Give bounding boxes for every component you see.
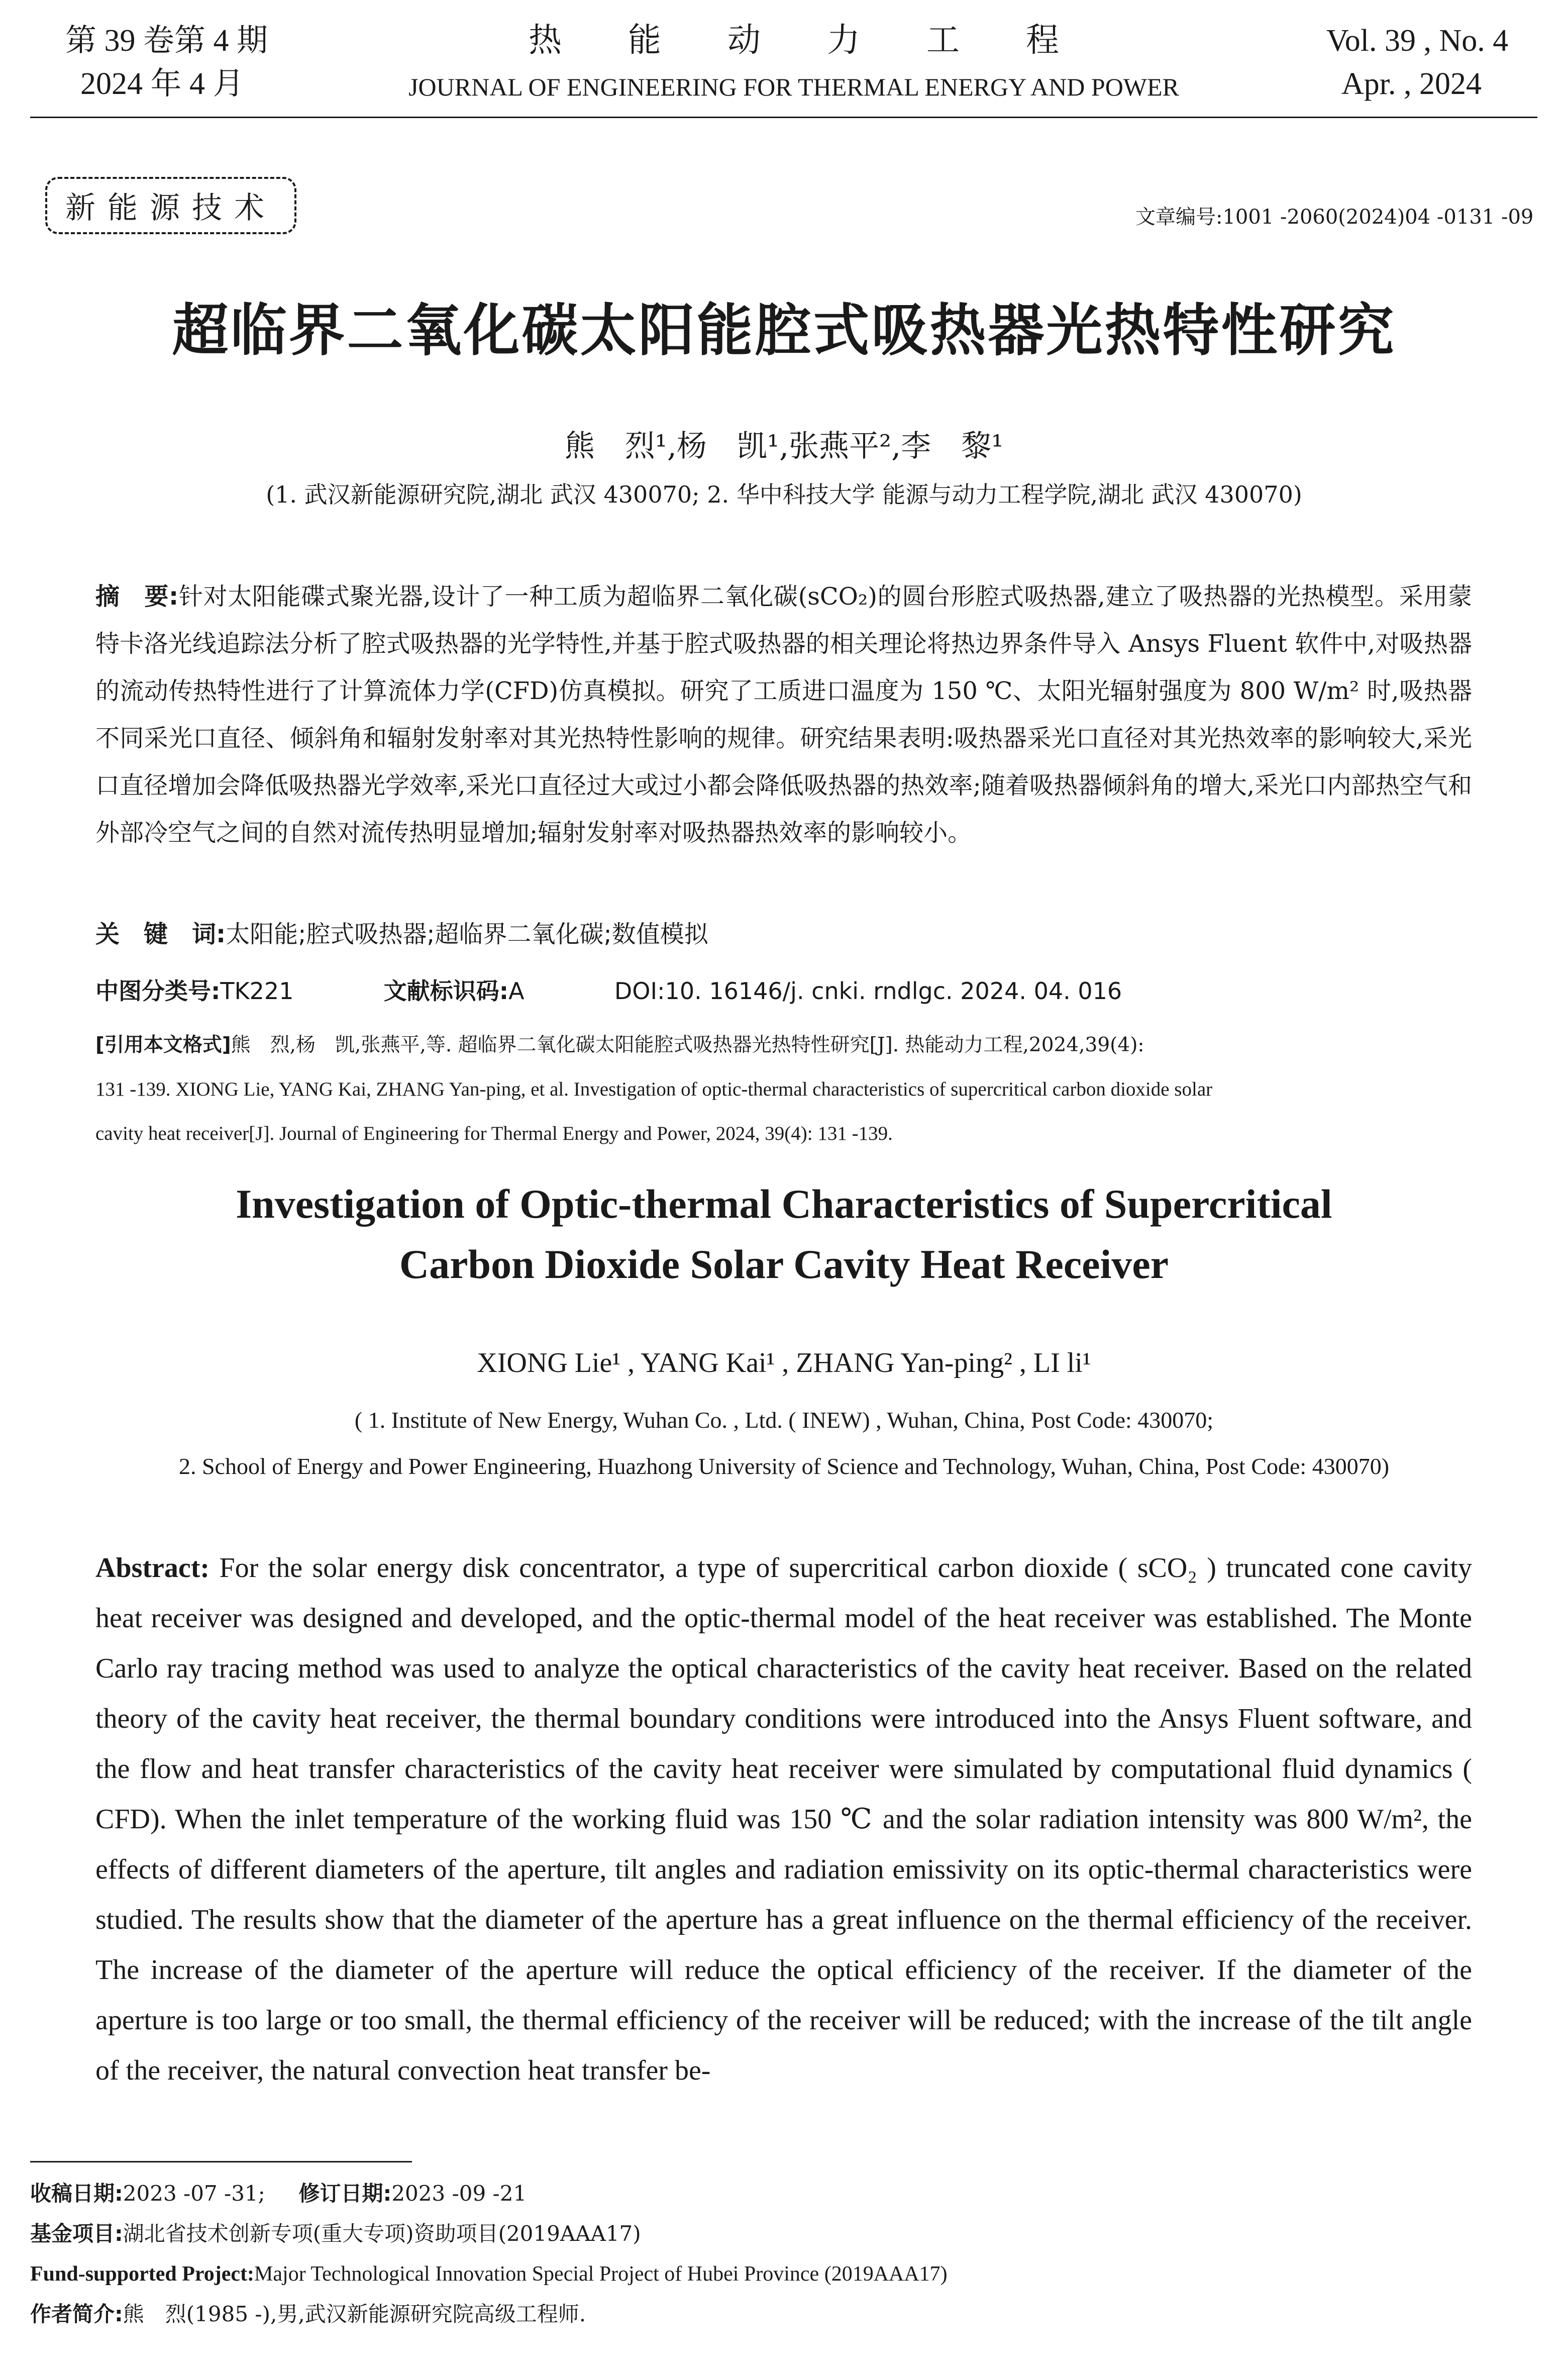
footnotes: [30, 2177, 1537, 2331]
journal-name-en: JOURNAL OF ENGINEERING FOR THERMAL ENERGY AND POWER: [408, 73, 1179, 101]
affiliation-en-line-1: ( 1. Institute of New Energy, Wuhan Co. , Ltd. ( INEW) , Wuhan, China, Post Code: 430070;: [354, 1407, 1214, 1433]
footnote-rule: [30, 2161, 412, 2162]
citation-line-1: 熊 烈,杨 凯,张燕平,等. 超临界二氧化碳太阳能腔式吸热器光热特性研究[J]. 热能动力工程,2024,39(4):: [231, 1034, 1144, 1056]
section-label: 新能源技术: [45, 177, 296, 234]
citation-line-3: cavity heat receiver[J]. Journal of Engineering for Thermal Energy and Power, 2024, 39(4): 131 -139.: [95, 1123, 893, 1144]
citation-line-2: 131 -139. XIONG Lie, YANG Kai, ZHANG Yan-ping, et al. Investigation of optic-thermal characteristics of supercritical carbon dioxide solar: [95, 1078, 1213, 1100]
received-date: 2023 -07 -31;: [123, 2181, 265, 2206]
received-label: 收稿日期:: [30, 2181, 123, 2206]
revised-date: 2023 -09 -21: [391, 2181, 527, 2206]
abstract-en: [95, 1543, 1472, 2096]
doc-code: A: [508, 977, 525, 1005]
authors-en: XIONG Lie¹ , YANG Kai¹ , ZHANG Yan-ping² , LI li¹: [477, 1347, 1091, 1379]
affiliation-en: [0, 1397, 1568, 1490]
issue-date-cn: 2024 年 4 月: [80, 67, 244, 101]
doi: DOI:10. 16146/j. cnki. rndlgc. 2024. 04. 016: [614, 977, 1122, 1005]
fund-en-label: Fund-supported Project:: [30, 2262, 255, 2286]
author-bio: 熊 烈(1985 -),男,武汉新能源研究院高级工程师.: [123, 2302, 586, 2326]
abstract-cn-text: 针对太阳能碟式聚光器,设计了一种工质为超临界二氧化碳(sCO₂)的圆台形腔式吸热器,建立了吸热器的光热模型。采用蒙特卡洛光线追踪法分析了腔式吸热器的光学特性,并基于腔式吸热器的相关理论将热边界条件导入 Ansys Fluent 软件中,对吸热器的流动传热特性进行了计算流体力学(CFD)仿真模拟。研究了工质进口温度为 150 ℃、太阳光辐射强度为 800 W/m² 时,吸热器不同采光口直径、倾斜角和辐射发射率对其光热特性影响的规律。研究结果表明:吸热器采光口直径对其光热效率的影响较大,采光口直径增加会降低吸热器光学效率,采光口直径过大或过小都会降低吸热器的热效率;随着吸热器倾斜角的增大,采光口内部热空气和外部冷空气之间的自然对流传热明显增加;辐射发射率对吸热器热效率的影响较小。: [95, 582, 1472, 847]
fund-cn-label: 基金项目:: [30, 2221, 123, 2246]
abstract-en-label: Abstract:: [95, 1552, 210, 1584]
classification-row: [95, 971, 1122, 1011]
authors-cn: 熊 烈¹,杨 凯¹,张燕平²,李 黎¹: [564, 429, 1004, 464]
citation-block: [95, 1023, 1482, 1156]
volume-en: Vol. 39 , No. 4: [1326, 24, 1509, 58]
abstract-en-text: For the solar energy disk concentrator, a type of supercritical carbon dioxide ( sCO₂ ) truncated cone cavity heat receiver was designed and developed, and the optic-thermal model of the heat receiver was established. The Monte Carlo ray tracing method was used to analyze the optical characteristics of the cavity heat receiver. Based on the related theory of the cavity heat receiver, the thermal boundary conditions were introduced into the Ansys Fluent software, and the flow and heat transfer characteristics of the cavity heat receiver were simulated by computational fluid dynamics ( CFD). When the inlet temperature of the working fluid was 150 ℃ and the solar radiation intensity was 800 W/m², the effects of different diameters of the aperture, tilt angles and radiation emissivity on its optic-thermal characteristics were studied. The results show that the diameter of the aperture has a great influence on the thermal efficiency of the receiver. The increase of the diameter of the aperture will reduce the optical efficiency of the receiver. If the diameter of the aperture is too large or too small, the thermal efficiency of the receiver will be reduced; with the increase of the tilt angle of the receiver, the natural convection heat transfer be-: [95, 1552, 1472, 2086]
affiliation-cn: (1. 武汉新能源研究院,湖北 武汉 430070; 2. 华中科技大学 能源与动力工程学院,湖北 武汉 430070): [266, 481, 1302, 508]
doc-code-label: 文献标识码:: [383, 977, 509, 1005]
keywords-cn: [95, 911, 1472, 958]
affiliation-en-line-2: 2. School of Energy and Power Engineering, Huazhong University of Science and Technology, Wuhan, China, Post Code: 430070): [178, 1453, 1390, 1479]
issue-date-en: Apr. , 2024: [1341, 67, 1482, 101]
header-rule: [30, 117, 1537, 118]
title-cn: 超临界二氧化碳太阳能腔式吸热器光热特性研究: [172, 298, 1396, 363]
fund-cn: 湖北省技术创新专项(重大专项)资助项目(2019AAA17): [123, 2221, 641, 2246]
citation-label: [引用本文格式]: [95, 1034, 231, 1056]
keywords-cn-label: 关 键 词:: [95, 920, 226, 948]
title-en-line-2: Carbon Dioxide Solar Cavity Heat Receiver: [399, 1241, 1169, 1287]
title-en-line-1: Investigation of Optic-thermal Characteristics of Supercritical: [236, 1181, 1332, 1227]
journal-name-cn: 热 能 动 力 工 程: [529, 22, 1059, 59]
author-bio-label: 作者简介:: [30, 2302, 123, 2326]
keywords-cn-text: 太阳能;腔式吸热器;超临界二氧化碳;数值模拟: [226, 920, 708, 948]
issue-number-cn: 第 39 卷第 4 期: [65, 24, 268, 58]
clc-label: 中图分类号:: [95, 977, 221, 1005]
abstract-cn-label: 摘 要:: [95, 582, 179, 611]
fund-en: Major Technological Innovation Special Project of Hubei Province (2019AAA17): [254, 2262, 948, 2286]
revised-label: 修订日期:: [298, 2181, 392, 2206]
abstract-cn: [95, 573, 1472, 856]
article-number: 文章编号:1001 -2060(2024)04 -0131 -09: [1135, 206, 1534, 229]
clc-code: TK221: [220, 977, 294, 1005]
title-en: [0, 1174, 1568, 1295]
